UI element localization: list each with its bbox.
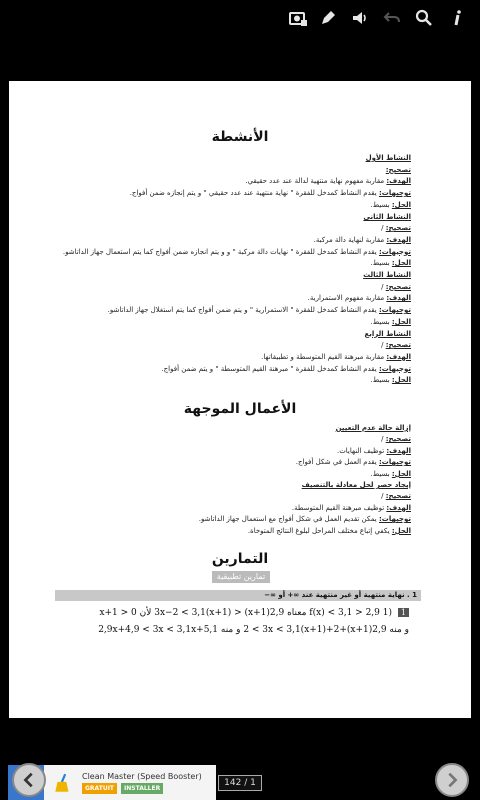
doc-line	[381, 224, 411, 233]
doc-line-text: بسيط.	[370, 259, 392, 268]
doc-line-label: إيجاد حصر لحل معادلة بالتنصيف	[301, 481, 411, 489]
doc-line	[314, 236, 411, 245]
doc-line	[370, 318, 411, 327]
search-icon[interactable]	[412, 6, 436, 30]
doc-line-text: يقدم العمل في شكل أفواج.	[295, 458, 379, 467]
doc-line-text: مقاربة مفهوم الاستمرارية.	[307, 294, 387, 303]
doc-line	[248, 527, 411, 536]
doc-line-label: الحل:	[391, 469, 411, 478]
doc-line-text: يقدم النشاط كمدخل للفقرة " نهايات دالة مركبة " و و يتم انجازه ضمن أفواج كما يتم استعمال جهاز الداتاشو.	[62, 247, 379, 256]
doc-line-text: /	[381, 435, 386, 444]
undo-icon[interactable]	[380, 6, 404, 30]
back-arrow-icon[interactable]	[12, 763, 46, 797]
math-line-1	[99, 608, 409, 618]
doc-line-label: النشاط الرابع	[364, 329, 411, 338]
exercise-heading-strip	[55, 590, 421, 601]
doc-line-text: مقاربة مفهوم نهاية منتهية لدالة عند عدد حقيقي.	[245, 177, 387, 186]
doc-line-label: تصحيح:	[385, 492, 411, 501]
doc-line-text: يقدم النشاط كمدخل للفقرة " الاستمرارية " و يتم ضمن أفواج كما يتم استغلال جهاز الداتاشو.	[107, 306, 379, 315]
doc-line	[199, 515, 411, 524]
doc-line	[370, 376, 411, 385]
doc-line-label: الهدف:	[386, 352, 411, 361]
doc-line	[296, 458, 411, 467]
math-line-2: و منه 2,9(x+1)+2 < 3x < 3,1(x+1)+2 و منه 2,9x+4,9 < 3x < 3,1x+5,1	[98, 625, 409, 635]
doc-line-label: تصحيح:	[385, 282, 411, 291]
doc-line-label: تصحيح:	[385, 341, 411, 350]
doc-line-text: بسيط.	[370, 469, 392, 478]
doc-line	[261, 353, 411, 362]
doc-line	[370, 470, 411, 479]
doc-line-text: مقاربة لنهاية دالة مركبة.	[313, 235, 387, 244]
doc-line	[381, 492, 411, 501]
pencil-icon[interactable]	[316, 6, 340, 30]
doc-line	[381, 435, 411, 444]
doc-line	[364, 330, 411, 339]
doc-line-label: إزالة حالة عدم التعيين	[335, 424, 411, 432]
broom-icon	[48, 768, 78, 798]
doc-line-label: الحل:	[391, 200, 411, 209]
doc-line	[381, 341, 411, 350]
doc-line	[336, 424, 411, 433]
doc-line	[366, 154, 411, 163]
exercise-number-badge: 1	[398, 608, 409, 617]
doc-line-label: توجيهات:	[378, 364, 411, 373]
doc-line-text: مقاربة مبرهنة القيم المتوسطة و تطبيقاتها.	[261, 352, 387, 361]
doc-line-label: تصحيح:	[385, 165, 411, 174]
ad-title: Clean Master (Speed Booster)	[82, 771, 202, 781]
doc-line-text: /	[381, 224, 386, 233]
doc-line-text: /	[381, 282, 386, 291]
doc-line-label: الهدف:	[386, 235, 411, 244]
document-page[interactable]	[9, 81, 471, 718]
volume-icon[interactable]	[348, 6, 372, 30]
exercise-heading-text: 1 . نهاية منتهية أو غير منتهية عند ∞+ أو ∞−	[264, 591, 417, 599]
doc-line-text: يقدم النشاط كمدخل للفقرة " نهاية منتهية عند عدد حقيقي " و يتم إنجازه ضمن أفواج.	[129, 189, 379, 198]
doc-line	[63, 248, 411, 257]
ad-install-button[interactable]: INSTALLER	[121, 783, 163, 794]
math-line-1-text: (1 2,9 < f(x) < 3,1 معناه 2,9(x+1) < 3x−2 < 3,1(x+1) لأن x+1 > 0	[99, 608, 393, 618]
exercises-subtitle-badge: تمارين تطبيقية	[212, 571, 270, 583]
doc-line-text: بسيط.	[370, 200, 392, 209]
section-title-exercises: التمارين	[211, 551, 269, 567]
photo-camera-icon[interactable]	[286, 6, 310, 30]
doc-line-label: الهدف:	[386, 446, 411, 455]
doc-line-label: توجيهات:	[378, 189, 411, 198]
doc-line-label: الهدف:	[386, 294, 411, 303]
doc-line-label: توجيهات:	[378, 515, 411, 524]
section-title-activities: الأنشطة	[211, 129, 269, 145]
ad-free-badge[interactable]: GRATUIT	[82, 783, 117, 794]
doc-line-label: توجيهات:	[378, 247, 411, 256]
doc-line-text: توظيف النهايات.	[336, 446, 387, 455]
doc-line	[292, 504, 411, 513]
doc-line-label: الحل:	[391, 526, 411, 535]
forward-arrow-icon[interactable]	[435, 763, 469, 797]
doc-line-label: الهدف:	[386, 177, 411, 186]
doc-line	[381, 283, 411, 292]
ad-text-block	[82, 772, 202, 794]
page-counter: 142 / 1	[218, 775, 262, 791]
doc-line	[386, 166, 411, 175]
doc-line-label: تصحيح:	[385, 435, 411, 444]
doc-line	[363, 271, 411, 280]
doc-line	[308, 294, 411, 303]
doc-line	[130, 189, 411, 198]
doc-line-text: بسيط.	[370, 376, 392, 385]
doc-line-label: النشاط الأول	[365, 154, 411, 162]
doc-line	[161, 365, 411, 374]
doc-line	[245, 177, 411, 186]
section-title-guided-work: الأعمال الموجهة	[183, 401, 297, 417]
doc-line	[337, 447, 411, 456]
doc-line	[370, 201, 411, 210]
doc-line-label: توجيهات:	[378, 306, 411, 315]
doc-line-label: توجيهات:	[378, 458, 411, 467]
doc-line	[363, 213, 411, 222]
doc-line-label: الحل:	[391, 317, 411, 326]
info-icon[interactable]	[446, 6, 470, 30]
doc-line-text: توظيف مبرهنة القيم المتوسطة.	[291, 503, 387, 512]
doc-line-text: يكفي إتباع مختلف المراحل لبلوغ النتائج المتوخاة.	[247, 526, 392, 535]
top-toolbar	[0, 0, 480, 36]
doc-line-label: الحل:	[391, 376, 411, 385]
doc-line-text: بسيط.	[370, 317, 392, 326]
doc-line-label: النشاط الثاني	[363, 212, 411, 221]
doc-line-text: يقدم النشاط كمدخل للفقرة " مبرهنة القيم المتوسطة " و يتم ضمن أفواج.	[161, 364, 379, 373]
doc-line-text: /	[381, 341, 386, 350]
doc-line-text: يمكن تقديم العمل في شكل أفواج مع استعمال جهاز الداتاشو.	[198, 515, 379, 524]
doc-line-label: الهدف:	[386, 503, 411, 512]
doc-line	[370, 259, 411, 268]
doc-line-label: الحل:	[391, 259, 411, 268]
doc-line-label: النشاط الثالث	[363, 271, 411, 279]
doc-line-label: تصحيح:	[385, 224, 411, 233]
doc-line	[108, 306, 411, 315]
doc-line-text: /	[381, 492, 386, 501]
doc-line	[302, 481, 411, 490]
